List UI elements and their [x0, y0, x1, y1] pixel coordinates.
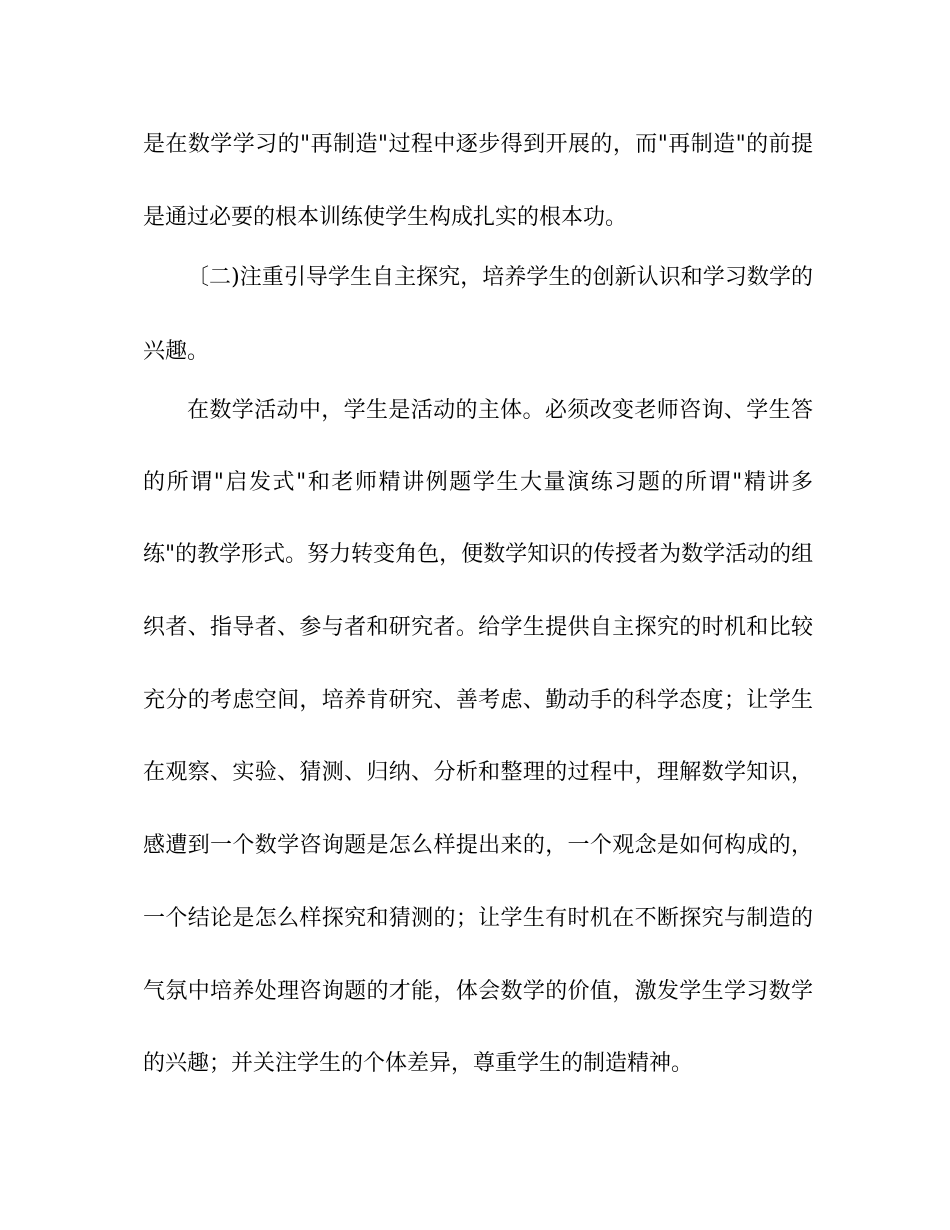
text-line: 充分的考虑空间，培养肯研究、善考虑、勤动手的科学态度；让学生: [143, 688, 813, 713]
text-line: 的所谓"启发式"和老师精讲例题学生大量演练习题的所谓"精讲多: [143, 470, 813, 495]
text-line: 感遭到一个数学咨询题是怎么样提出来的，一个观念是如何构成的，: [143, 833, 813, 858]
text-line: 在数学活动中，学生是活动的主体。必须改变老师咨询、学生答: [187, 398, 813, 423]
text-line: 的兴趣；并关注学生的个体差异，尊重学生的制造精神。: [143, 1051, 694, 1076]
text-line: 是通过必要的根本训练使学生构成扎实的根本功。: [143, 205, 628, 230]
text-line: 气氛中培养处理咨询题的才能，体会数学的价值，激发学生学习数学: [143, 979, 813, 1004]
section-heading-line: 兴趣。: [143, 339, 210, 364]
section-heading-line: 〔二)注重引导学生自主探究，培养学生的创新认识和学习数学的: [187, 265, 813, 290]
text-line: 织者、指导者、参与者和研究者。给学生提供自主探究的时机和比较: [143, 615, 813, 640]
text-line: 一个结论是怎么样探究和猜测的；让学生有时机在不断探究与制造的: [143, 906, 813, 931]
text-line: 是在数学学习的"再制造"过程中逐步得到开展的，而"再制造"的前提: [143, 132, 813, 157]
text-line: 练"的教学形式。努力转变角色，便数学知识的传授者为数学活动的组: [143, 542, 814, 567]
text-line: 在观察、实验、猜测、归纳、分析和整理的过程中，理解数学知识，: [143, 760, 813, 785]
